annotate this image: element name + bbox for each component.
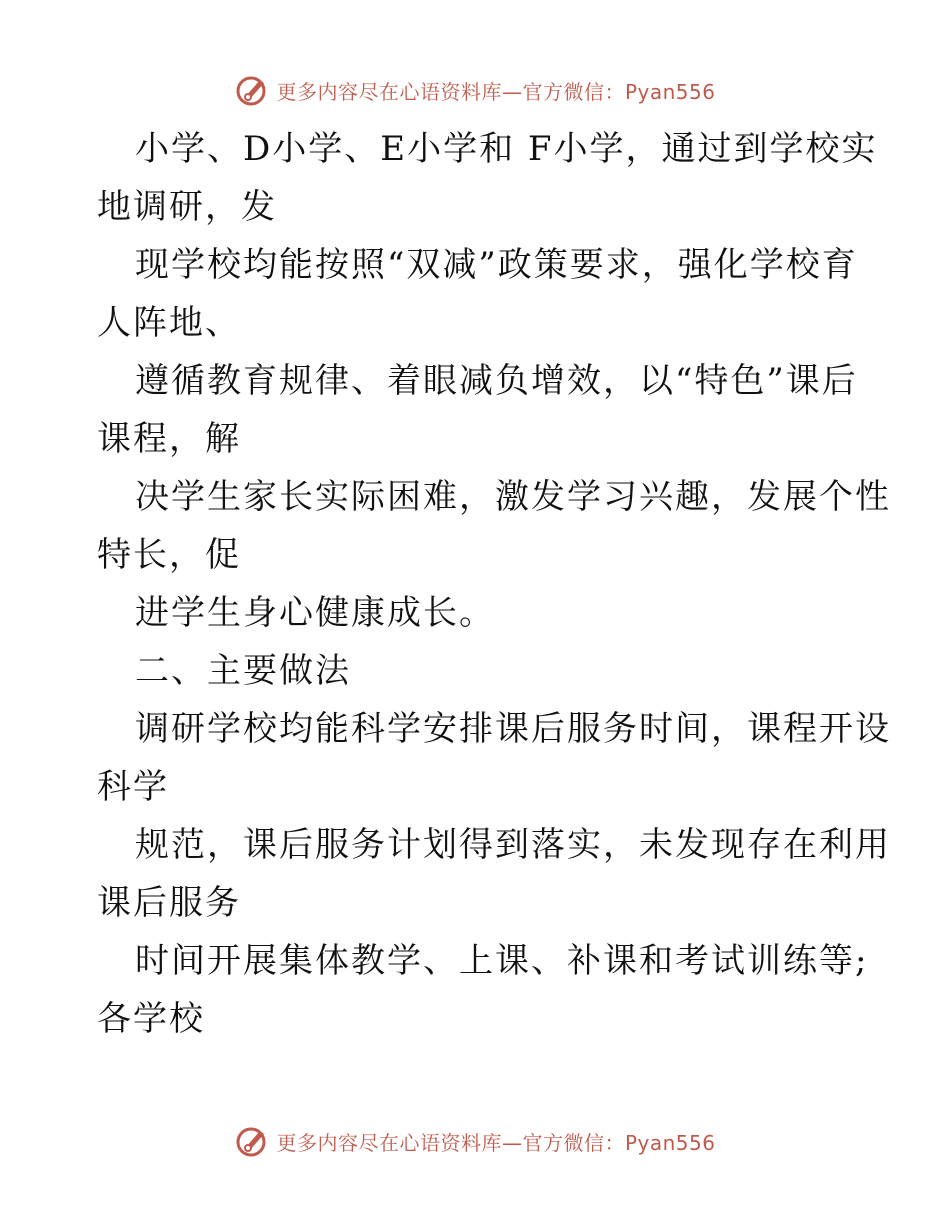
pen-logo-icon <box>234 72 270 108</box>
body-line: 小学、D小学、E小学和 F小学，通过到学校实 <box>135 129 878 169</box>
body-line: 现学校均能按照“双减”政策要求，强化学校育 <box>135 245 858 285</box>
body-line: 地调研，发 <box>97 187 277 227</box>
body-line: 各学校 <box>97 999 205 1039</box>
header-banner-text: 更多内容尽在心语资料库—官方微信：Pyan556 <box>276 79 716 104</box>
footer-banner <box>0 1121 950 1161</box>
body-line: 课程，解 <box>97 419 241 459</box>
header-banner <box>0 70 950 110</box>
section-heading: 二、主要做法 <box>135 651 351 691</box>
body-line: 课后服务 <box>97 883 241 923</box>
body-line: 科学 <box>97 767 169 807</box>
body-line: 时间开展集体教学、上课、补课和考试训练等; <box>135 941 869 981</box>
body-line: 进学生身心健康成长。 <box>135 593 495 633</box>
body-line: 规范，课后服务计划得到落实，未发现存在利用 <box>135 825 891 865</box>
body-line: 决学生家长实际困难，激发学习兴趣，发展个性 <box>135 477 891 517</box>
body-line: 人阵地、 <box>97 303 241 343</box>
body-text <box>97 120 891 1048</box>
body-line: 遵循教育规律、着眼减负增效，以“特色”课后 <box>135 361 858 401</box>
body-line: 调研学校均能科学安排课后服务时间，课程开设 <box>135 709 891 749</box>
footer-banner-text: 更多内容尽在心语资料库—官方微信：Pyan556 <box>276 1130 716 1155</box>
pen-logo-icon <box>234 1123 270 1159</box>
body-line: 特长，促 <box>97 535 241 575</box>
